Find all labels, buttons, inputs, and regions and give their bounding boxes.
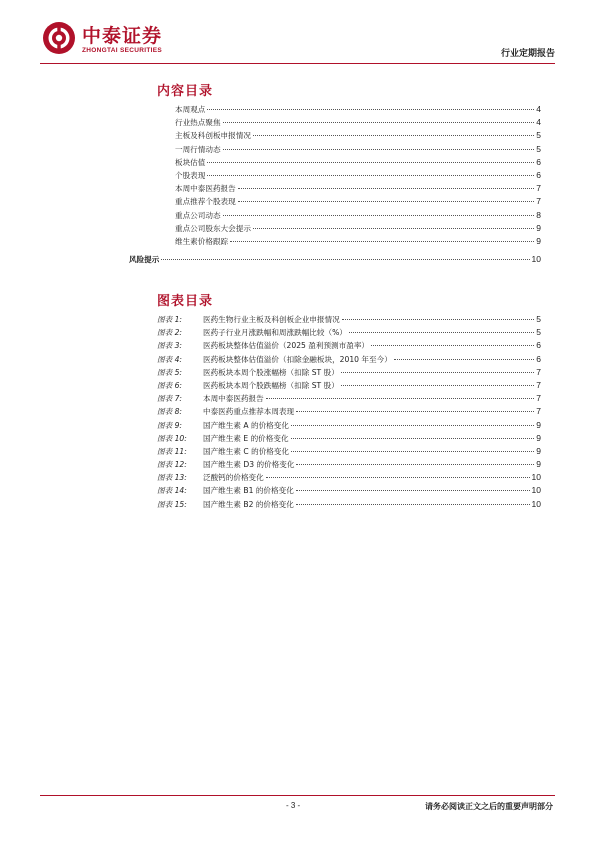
figure-number: 图表 3: <box>157 341 182 351</box>
toc-entry[interactable] <box>157 143 541 156</box>
figure-number: 图表 8: <box>157 407 182 417</box>
figure-entry-page: 10 <box>531 498 541 509</box>
figure-entry[interactable] <box>157 379 541 392</box>
toc-entry-label: 维生素价格跟踪 <box>175 236 229 246</box>
toc-entry-label: 重点公司股东大会提示 <box>175 223 251 233</box>
figure-entry[interactable] <box>157 458 541 471</box>
figure-entry-page: 10 <box>531 485 541 496</box>
figure-number: 图表 13: <box>157 473 187 483</box>
figure-number: 图表 1: <box>157 315 182 324</box>
dot-leader <box>238 188 535 189</box>
footer-divider <box>40 795 555 796</box>
figure-entry-label <box>157 405 294 418</box>
toc-entry-label: 重点公司动态 <box>175 210 221 220</box>
figure-entry-page: 9 <box>536 459 541 470</box>
figure-entry-page: 5 <box>536 327 541 338</box>
figure-entry-label <box>157 366 339 379</box>
figure-entry-label <box>157 471 264 484</box>
figure-entry-label <box>157 458 294 471</box>
toc-entry-page: 5 <box>536 130 541 141</box>
disclaimer-text: 请务必阅读正文之后的重要声明部分 <box>425 802 553 811</box>
toc-entry-label: 主板及科创板申报情况 <box>175 131 251 141</box>
figure-title: 国产维生素 B2 的价格变化 <box>203 499 294 509</box>
dot-leader <box>341 385 534 386</box>
dot-leader <box>342 319 535 320</box>
figure-entry-page: 5 <box>536 314 541 324</box>
toc-entry-page: 6 <box>536 169 541 180</box>
figure-title: 医药板块整体估值溢价（扣除金融板块，2010 年至今） <box>203 354 392 364</box>
toc-entry[interactable] <box>157 209 541 222</box>
toc-entry[interactable] <box>157 169 541 182</box>
figure-title: 本周中泰医药报告 <box>203 394 264 404</box>
figure-entry-page: 6 <box>536 340 541 351</box>
figure-entry[interactable] <box>157 471 541 484</box>
dot-leader <box>291 425 534 426</box>
figure-entry-label <box>157 353 392 366</box>
figure-title: 国产维生素 C 的价格变化 <box>203 446 290 456</box>
figure-entry[interactable] <box>157 313 541 326</box>
toc-entry[interactable] <box>157 235 541 248</box>
dot-leader <box>207 162 534 163</box>
toc-entry-label: 一周行情动态 <box>175 144 221 154</box>
figure-title: 泛酸钙的价格变化 <box>203 473 264 483</box>
toc-entry-label: 本周观点 <box>175 105 206 114</box>
figure-title: 医药板块本周个股跌幅榜（扣除 ST 股） <box>203 380 339 390</box>
figure-entry[interactable] <box>157 366 541 379</box>
figure-number: 图表 5: <box>157 367 182 377</box>
figure-entry-label <box>157 445 289 458</box>
toc-entry[interactable] <box>157 222 541 235</box>
dot-leader <box>161 259 529 260</box>
toc-entry-label: 个股表现 <box>175 170 206 180</box>
figure-title: 国产维生素 A 的价格变化 <box>203 420 289 430</box>
dot-leader <box>223 122 535 123</box>
figure-number: 图表 12: <box>157 460 187 470</box>
toc-entry-page: 9 <box>536 235 541 246</box>
figure-entry-label <box>157 419 289 432</box>
dot-leader <box>296 504 530 505</box>
dot-leader <box>230 241 534 242</box>
figure-entry-label <box>157 498 294 511</box>
dot-leader <box>291 451 534 452</box>
document-type: 行业定期报告 <box>500 49 555 59</box>
dot-leader <box>266 477 530 478</box>
figure-entry-page: 10 <box>531 472 541 483</box>
toc-entry[interactable] <box>157 103 541 116</box>
figure-title: 国产维生素 B1 的价格变化 <box>203 486 294 496</box>
figure-number: 图表 9: <box>157 420 182 430</box>
dot-leader <box>296 464 534 465</box>
dot-leader <box>291 438 535 439</box>
company-name-en: ZHONGTAI SECURITIES <box>82 47 162 54</box>
zhongtai-logo-icon <box>42 21 76 55</box>
dot-leader <box>394 359 534 360</box>
toc-entry[interactable] <box>157 129 541 142</box>
toc-entry-page: 8 <box>536 209 541 220</box>
toc-entry-page: 7 <box>536 183 541 194</box>
dot-leader <box>296 490 530 491</box>
figure-title: 中泰医药重点推荐本周表现 <box>203 407 295 417</box>
toc-entry-page: 4 <box>536 117 541 128</box>
dot-leader <box>223 149 535 150</box>
toc-entry[interactable] <box>157 156 541 169</box>
toc-entry[interactable] <box>157 195 541 208</box>
dot-leader <box>207 175 534 176</box>
figure-number: 图表 2: <box>157 328 182 338</box>
toc-list <box>129 103 541 266</box>
dot-leader <box>207 109 534 110</box>
dot-leader <box>253 228 534 229</box>
figure-number: 图表 11: <box>157 446 187 456</box>
figure-entry-label <box>157 484 294 497</box>
toc-entry[interactable] <box>157 182 541 195</box>
figure-entry-page: 7 <box>536 379 541 390</box>
figure-entry[interactable] <box>157 419 541 432</box>
header-divider <box>40 63 555 64</box>
figure-number: 图表 10: <box>157 433 187 443</box>
figure-entry-page: 7 <box>536 366 541 377</box>
figure-entry-page: 7 <box>536 393 541 404</box>
dot-leader <box>238 201 535 202</box>
figure-title: 医药板块本周个股涨幅榜（扣除 ST 股） <box>203 367 339 377</box>
dot-leader <box>349 332 534 333</box>
figure-entry-label <box>157 313 340 326</box>
dot-leader <box>296 411 534 412</box>
figure-entry[interactable] <box>157 432 541 445</box>
figure-entry[interactable] <box>157 484 541 497</box>
figure-entry-page: 9 <box>536 432 541 443</box>
company-logo <box>42 21 182 61</box>
figure-entry[interactable] <box>157 392 541 405</box>
dot-leader <box>223 215 535 216</box>
figure-entry-label <box>157 432 289 445</box>
figure-number: 图表 7: <box>157 394 182 404</box>
toc-entry-page: 9 <box>536 222 541 233</box>
figure-number: 图表 14: <box>157 486 187 496</box>
figure-entry-label <box>157 339 369 352</box>
figure-entry[interactable] <box>157 445 541 458</box>
figure-number: 图表 15: <box>157 499 187 509</box>
figure-entry-label <box>157 392 264 405</box>
toc-entry-label: 重点推荐个股表现 <box>175 197 236 207</box>
toc-entry-label: 板块估值 <box>175 157 206 167</box>
toc-entry-page: 4 <box>536 104 541 114</box>
toc-entry-label: 风险提示 <box>129 255 160 265</box>
toc-entry-label: 行业热点聚焦 <box>175 118 221 128</box>
toc-entry-label: 本周中泰医药报告 <box>175 184 236 194</box>
figure-number: 图表 4: <box>157 354 182 364</box>
figure-entry-label <box>157 326 347 339</box>
figure-entry[interactable] <box>157 498 541 511</box>
figure-entry-page: 7 <box>536 406 541 417</box>
figures-title: 图表目录 <box>157 294 214 309</box>
figures-list <box>157 313 541 511</box>
figure-title: 国产维生素 E 的价格变化 <box>203 433 289 443</box>
figure-title: 医药板块整体估值溢价（2025 盈利预测市盈率） <box>203 341 370 351</box>
figure-entry[interactable] <box>157 326 541 339</box>
figure-entry-page: 9 <box>536 445 541 456</box>
figure-title: 医药生物行业主板及科创板企业申报情况 <box>203 315 340 324</box>
dot-leader <box>341 372 534 373</box>
figure-number: 图表 6: <box>157 380 182 390</box>
figure-entry-label <box>157 379 339 392</box>
company-name-cn: 中泰证券 <box>82 25 163 47</box>
dot-leader <box>266 398 535 399</box>
toc-entry-page: 5 <box>536 143 541 154</box>
figure-entry[interactable] <box>157 405 541 418</box>
figure-entry[interactable] <box>157 353 541 366</box>
toc-title: 内容目录 <box>157 84 214 99</box>
page-number: - 3 - <box>286 801 301 810</box>
dot-leader <box>253 135 534 136</box>
figure-entry-page: 6 <box>536 353 541 364</box>
toc-entry[interactable] <box>157 116 541 129</box>
dot-leader <box>371 345 534 346</box>
figure-entry[interactable] <box>157 339 541 352</box>
figure-title: 国产维生素 D3 的价格变化 <box>203 460 295 470</box>
toc-entry-page: 7 <box>536 196 541 207</box>
toc-entry-page: 10 <box>531 254 541 265</box>
toc-entry[interactable] <box>129 253 541 266</box>
figure-entry-page: 9 <box>536 419 541 430</box>
toc-entry-page: 6 <box>536 156 541 167</box>
page-header <box>0 0 595 72</box>
figure-title: 医药子行业月涨跌幅和周涨跌幅比较（%） <box>203 328 347 338</box>
